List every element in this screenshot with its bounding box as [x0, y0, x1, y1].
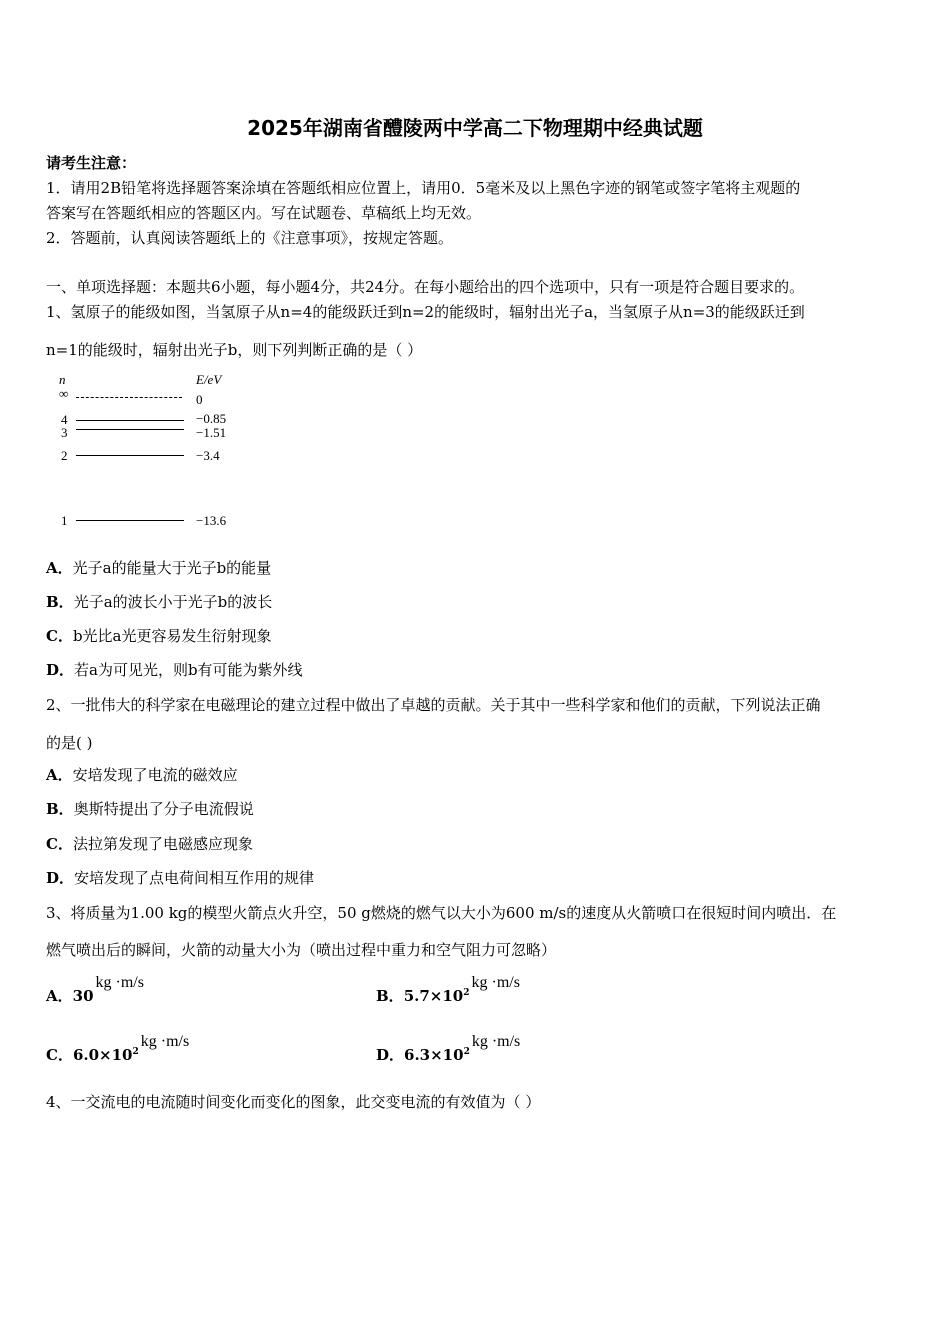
question-1-option-b[interactable] — [46, 591, 272, 612]
axis-label-n: n — [59, 372, 66, 387]
option-value: 6.0×10 — [72, 1046, 133, 1064]
option-letter: A． — [46, 766, 73, 784]
question-3-line-1: 3、将质量为1.00 kg的模型火箭点火升空，50 g燃烧的燃气以大小为600 m/s的速度从火箭喷口在很短时间内喷出．在 — [46, 904, 837, 922]
option-letter: C． — [46, 627, 73, 645]
question-2-line-2: 的是( ) — [46, 734, 93, 752]
level-label-n: 2 — [61, 448, 68, 463]
question-2-option-d[interactable] — [46, 867, 314, 888]
option-unit: kg ·m/s — [95, 974, 144, 991]
option-letter: D． — [376, 1046, 405, 1064]
question-2-line-1: 2、一批伟大的科学家在电磁理论的建立过程中做出了卓越的贡献。关于其中一些科学家和他们的贡献，下列说法正确 — [46, 696, 821, 714]
option-unit: kg ·m/s — [140, 1033, 190, 1050]
level-energy-value: 0 — [196, 392, 203, 407]
question-2-option-c[interactable] — [46, 833, 253, 854]
option-letter: C． — [46, 1046, 73, 1064]
option-unit: kg ·m/s — [471, 1033, 521, 1050]
option-text: 若a为可见光，则b有可能为紫外线 — [74, 661, 303, 679]
option-exponent: 2 — [463, 1047, 470, 1057]
level-energy-value: −3.4 — [196, 448, 220, 463]
option-value: 6.3×10 — [404, 1046, 464, 1064]
option-text: 安培发现了点电荷间相互作用的规律 — [74, 869, 315, 887]
section-heading: 一、单项选择题：本题共6小题，每小题4分，共24分。在每小题给出的四个选项中，只有一项是符合题目要求的。 — [46, 278, 805, 296]
option-letter: A． — [46, 987, 73, 1005]
option-text: 安培发现了电流的磁效应 — [72, 766, 238, 784]
level-line-2 — [76, 455, 184, 456]
option-text: 法拉第发现了电磁感应现象 — [72, 835, 253, 853]
level-label-n: 1 — [61, 513, 68, 528]
option-exponent: 2 — [463, 988, 470, 998]
energy-level-diagram — [56, 372, 256, 537]
notice-heading: 请考生注意： — [46, 154, 137, 172]
question-3-line-2: 燃气喷出后的瞬间，火箭的动量大小为（喷出过程中重力和空气阻力可忽略） — [46, 941, 557, 959]
question-1-option-a[interactable] — [46, 557, 271, 578]
option-value: 30 — [72, 987, 94, 1005]
option-text: 光子a的能量大于光子b的能量 — [72, 559, 272, 577]
option-text: 奥斯特提出了分子电流假说 — [73, 800, 254, 818]
option-letter: D． — [46, 869, 75, 887]
level-label-n: 4 — [61, 412, 68, 427]
option-value: 5.7×10 — [403, 987, 464, 1005]
option-letter: A． — [46, 559, 73, 577]
question-1-line-1: 1、氢原子的能级如图，当氢原子从n=4的能级跃迁到n=2的能级时，辐射出光子a，当氢原子从n=3的能级跃迁到 — [46, 303, 805, 321]
notice-line-2: 答案写在答题纸相应的答题区内。写在试题卷、草稿纸上均无效。 — [46, 204, 482, 222]
level-line-infinity — [76, 397, 182, 398]
level-energy-value: −13.6 — [196, 513, 227, 528]
level-line-1 — [76, 520, 184, 521]
page-title: 2025年湖南省醴陵两中学高二下物理期中经典试题 — [247, 116, 703, 140]
question-2-option-a[interactable] — [46, 764, 238, 785]
notice-line-1: 1．请用2B铅笔将选择题答案涂填在答题纸相应位置上，请用0．5毫米及以上黑色字迹的钢笔或签字笔将主观题的 — [46, 179, 801, 197]
axis-label-energy: E/eV — [196, 372, 222, 387]
notice-line-3: 2．答题前，认真阅读答题纸上的《注意事项》，按规定答题。 — [46, 229, 454, 247]
level-line-3 — [76, 429, 184, 430]
option-text: 光子a的波长小于光子b的波长 — [73, 593, 273, 611]
level-energy-value: −1.51 — [196, 425, 227, 440]
question-3-option-a[interactable] — [46, 974, 144, 1006]
question-1-line-2: n=1的能级时，辐射出光子b，则下列判断正确的是（ ） — [46, 341, 423, 359]
question-1-option-c[interactable] — [46, 625, 272, 646]
question-2-option-b[interactable] — [46, 798, 254, 819]
level-label-n: ∞ — [59, 386, 69, 401]
option-letter: C． — [46, 835, 73, 853]
option-letter: D． — [46, 661, 75, 679]
option-letter: B． — [46, 800, 74, 818]
question-1-option-d[interactable] — [46, 659, 303, 680]
question-4-line-1: 4、一交流电的电流随时间变化而变化的图象，此交变电流的有效值为（ ） — [46, 1093, 541, 1111]
option-exponent: 2 — [132, 1047, 139, 1057]
level-line-4 — [76, 420, 184, 421]
option-unit: kg ·m/s — [471, 974, 520, 991]
option-text: b光比a光更容易发生衍射现象 — [72, 627, 272, 645]
level-label-n: 3 — [61, 425, 68, 440]
option-letter: B． — [376, 987, 404, 1005]
level-energy-value: −0.85 — [196, 411, 227, 426]
option-letter: B． — [46, 593, 74, 611]
